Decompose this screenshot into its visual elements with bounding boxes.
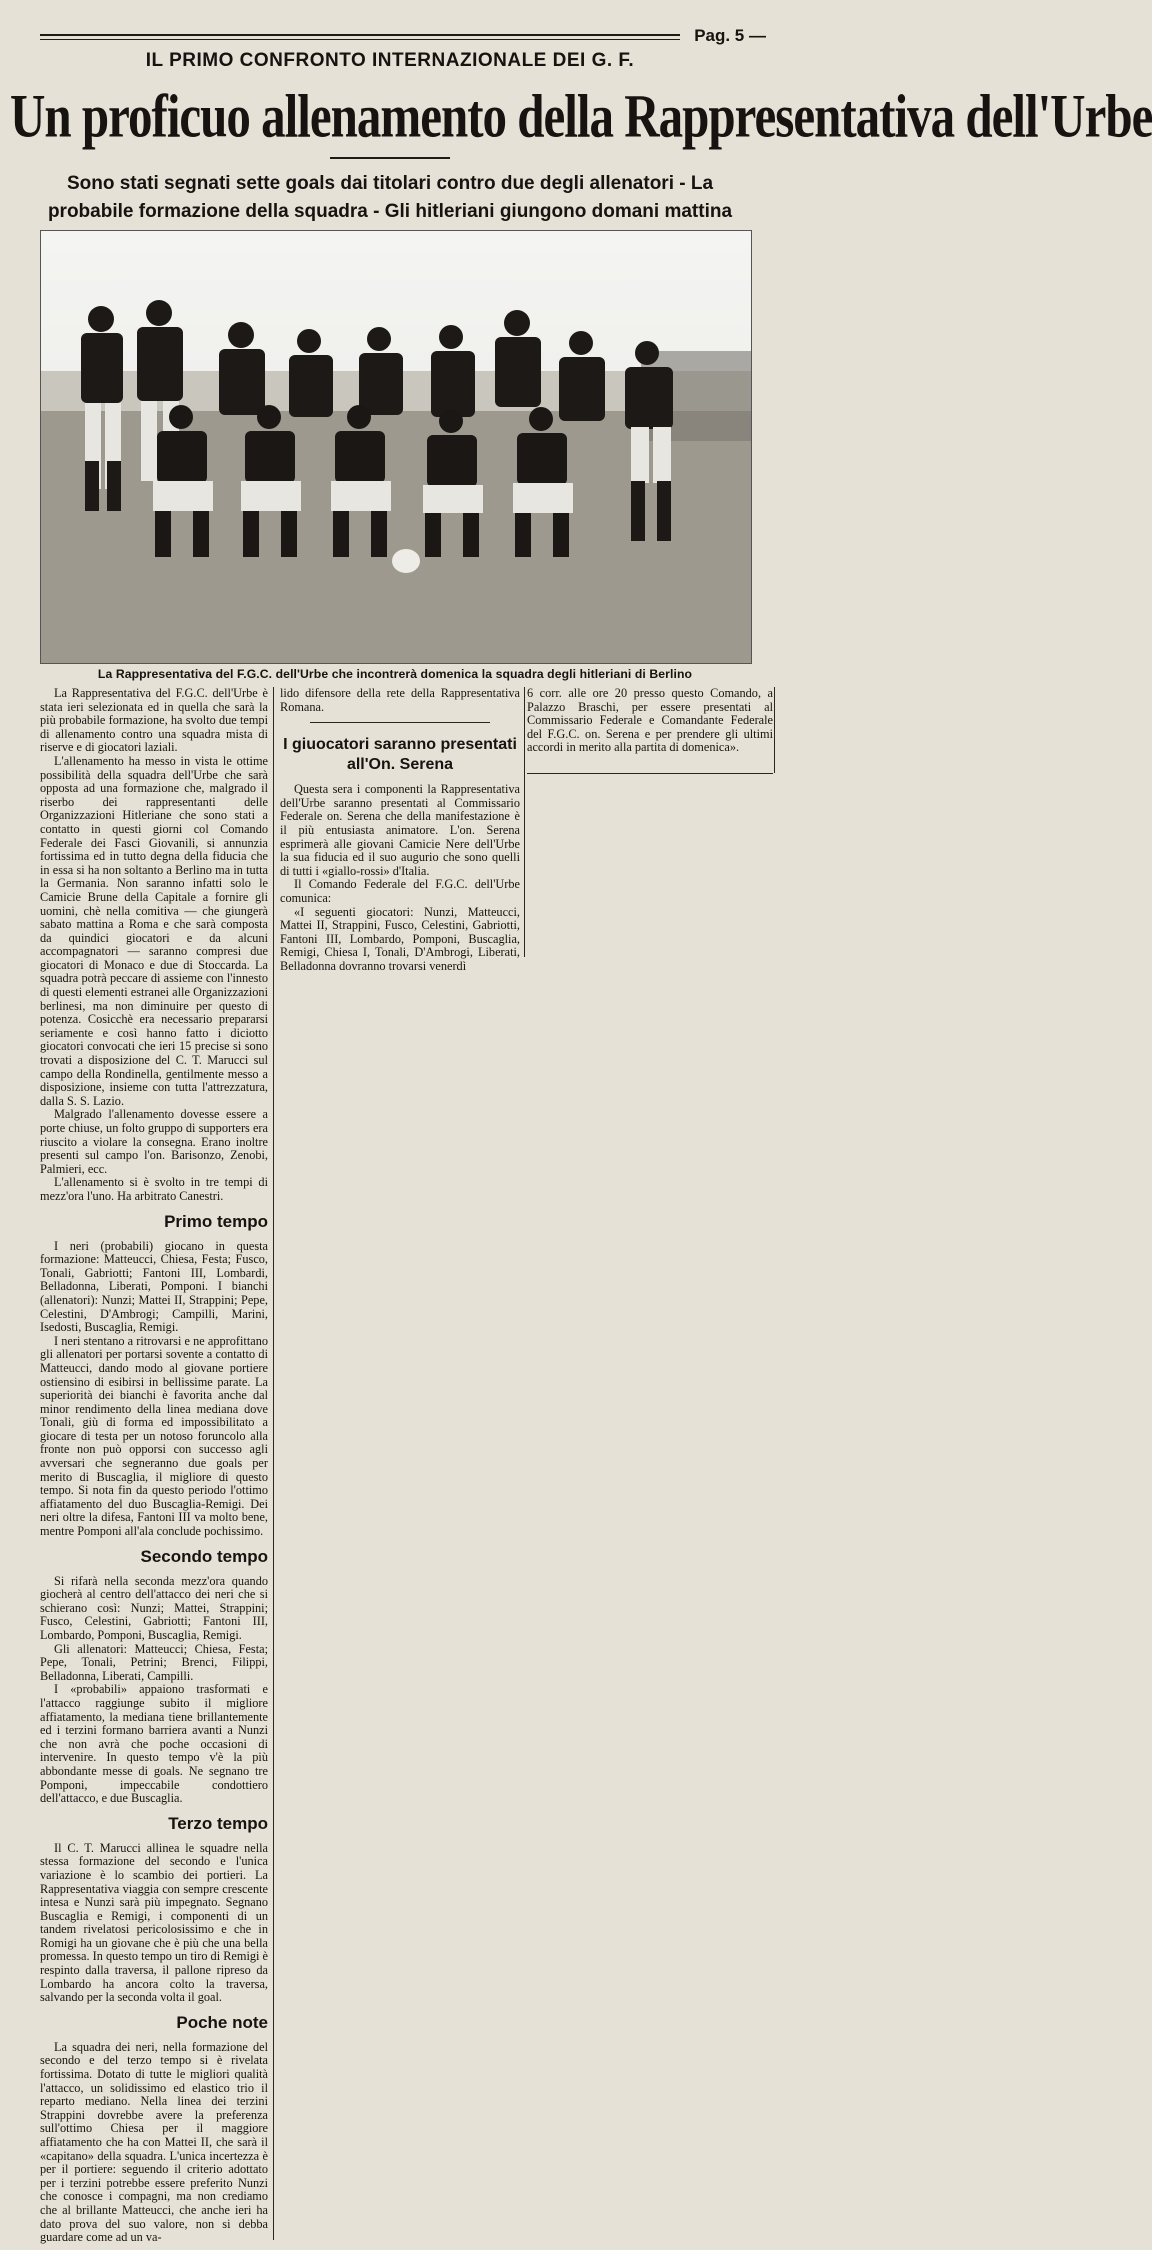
article-kicker: IL PRIMO CONFRONTO INTERNAZIONALE DEI G. F.: [145, 50, 635, 71]
paragraph: Il C. T. Marucci allinea le squadre nella stessa formazione del secondo e l'unica variazione è lo scambio dei portieri. La Rappresentativa viaggia con sempre crescente intesa e Nunzi sarà più impegnato. Segnano Buscaglia e Remigi, i componenti di un tandem rivelatosi pericolosissimo e che in Romigi ha un giovane che è più che una bella promessa. In questo tempo un tiro di Remigi è respinto dalla traversa, il pallone ripreso da Lombardo ha ancora colto la traversa, salvando per la seconda volta il goal.: [40, 1840, 268, 2005]
sidebar-heading: I giuocatori saranno presentati all'On. Serena: [283, 736, 517, 774]
article-column-3: [527, 687, 773, 755]
section-heading-secondo-tempo: Secondo tempo: [140, 1546, 268, 1566]
sidebar-divider: [310, 722, 490, 723]
column-divider: [273, 687, 274, 2240]
column-divider: [774, 687, 775, 773]
paragraph: Si rifarà nella seconda mezz'ora quando giocherà al centro dell'attacco dei neri che si schierano così: Nunzi; Mattei, Strappini; Fusco, Celestini, Gabriotti; Fantoni III, Lombardo, Pomponi, Buscaglia, Remigi.: [40, 1573, 268, 1642]
headline-underline: [330, 157, 450, 159]
paragraph: Gli allenatori: Matteucci; Chiesa, Festa; Pepe, Tonali, Petrini; Brenci, Filippi, Belladonna, Liberati, Campilli.: [40, 1641, 268, 1683]
team-photo-illustration: [41, 231, 751, 663]
paragraph: L'allenamento ha messo in vista le ottime possibilità della squadra dell'Urbe che sarà opposta ad una formazione che, malgrado il riserbo dei rappresentanti delle Organizzazioni Hitleriane che sono stati a contatto in questi giorni col Comando Federale dei Fasci Giovanili, si annunzia fortissima ed in tutto degna della fiducia che in essa si ha non soltanto a Berlino ma in tutta la Germania. Non saranno infatti solo le Camicie Brune della Capitale a fornire gli uomini, chè nella comitiva — che giungerà sabato mattina a Roma e che sarà composta da quindici giocatori e da alcuni accompagnatori — saranno compresi due giocatori di Monaco e due di Stoccarda. La squadra potrà peccare di assieme con l'innesto di questi elementi estranei alle Organizzazioni berlinesi, ma non diminuire per questo di potenza. Cosicchè era necessario prepararsi seriamente e così hanno fatto i diciotto giocatori convocati che ieri 15 precise si sono trovati a disposizione del C. T. Marucci sul campo della Rondinella, gentilmente messo a disposizione, insieme con tutta l'attrezzatura, dalla S. S. Lazio.: [40, 753, 268, 1108]
top-rule: [40, 34, 680, 36]
article-column-1: [40, 687, 268, 2245]
paragraph: I neri stentano a ritrovarsi e ne approfittano gli allenatori per portarsi sovente a contatto di Matteucci, dando modo al giovane portiere ostiensino di esibirsi in bellissime parate. La superiorità dei bianchi è favorita anche dal minor rendimento della linea mediana dove Tonali, giù di forma ed impossibilitato a giocare di testa per un notoso foruncolo alla fronte non può opporsi con successo agli avversari che segneranno due goals per merito di Buscaglia, il migliore di questo tempo. Si nota fin da questo periodo l'ottimo affiatamento del duo Buscaglia-Remigi. Dei neri oltre la difesa, Fantoni III va molto bene, mentre Pomponi all'ala conclude pochissimo.: [40, 1333, 268, 1539]
team-photo: [40, 230, 752, 664]
paragraph: Malgrado l'allenamento dovesse essere a porte chiuse, un folto gruppo di supporters era riuscito a violare la consegna. Erano inoltre presenti sul campo l'on. Barisonzo, Zenobi, Palmieri, ecc.: [40, 1107, 268, 1176]
top-rule-thin: [40, 39, 680, 40]
paragraph: I «probabili» appaiono trasformati e l'attacco raggiunge subito il migliore affiatamento, la mediana tiene brillantemente ed i terzini formano barriera avanti a Nunzi che non avrà che poche occasioni di intervenire. In questo tempo v'è la più abbondante messe di goals. Ne segnano tre Pomponi, impeccabile condottiero dell'attacco, e due Buscaglia.: [40, 1682, 268, 1806]
paragraph: L'allenamento si è svolto in tre tempi di mezz'ora l'uno. Ha arbitrato Canestri.: [40, 1175, 268, 1203]
column-divider: [524, 687, 525, 957]
section-heading-terzo-tempo: Terzo tempo: [168, 1813, 268, 1833]
article-subheadline: Sono stati segnati sette goals dai titolari contro due degli allenatori - La probabile formazione della squadra - Gli hitleriani giungono domani mattina: [47, 173, 733, 222]
paragraph: I neri (probabili) giocano in questa formazione: Matteucci, Chiesa, Festa; Fusco, Tonali, Gabriotti; Fantoni III, Lombardi, Belladonna, Liberati, Pomponi. I bianchi (allenatori): Nunzi; Mattei II, Strappini; Pepe, Celestini, D'Ambrogi; Campilli, Marini, Isedosti, Buscaglia, Remigi.: [40, 1238, 268, 1335]
page-number: Pag. 5 —: [694, 26, 766, 45]
paragraph: La Rappresentativa del F.G.C. dell'Urbe è stata ieri selezionata ed in quella che sarà la più probabile formazione, ha svolto due tempi di allenamento contro una squadra mista di riserve e di giocatori laziali.: [40, 686, 268, 755]
photo-caption: La Rappresentativa del F.G.C. dell'Urbe che incontrerà domenica la squadra degli hitleriani di Berlino: [97, 667, 693, 681]
paragraph: 6 corr. alle ore 20 presso questo Comando, a Palazzo Braschi, per essere presentati al Commissario Federale e Comandante Federale del F.G.C. on. Serena e per prendere gli ultimi accordi in merito alla partita di domenica».: [527, 686, 773, 755]
section-heading-primo-tempo: Primo tempo: [164, 1211, 268, 1231]
article-headline: Un proficuo allenamento della Rappresentativa dell'Urbe: [10, 81, 1152, 150]
paragraph: Questa sera i componenti la Rappresentativa dell'Urbe saranno presentati al Commissario Federale on. Serena che della manifestazione è il più entusiasta animatore. L'on. Serena esprimerà alle giovani Camicie Nere dell'Urbe la sua fiducia ed il suo augurio che sono quelli di tutti i «giallo-rossi» d'Italia.: [280, 782, 520, 878]
column-end-rule: [527, 773, 773, 774]
section-heading-poche-note: Poche note: [176, 2012, 268, 2032]
article-column-2: [280, 687, 520, 974]
paragraph: La squadra dei neri, nella formazione del secondo e del terzo tempo si è rivelata fortissima. Dotato di tutte le migliori qualità l'attacco, un solidissimo ed elastico trio il reparto mediano. Nella linea dei terzini Strappini dovrebbe avere la preferenza sull'ottimo Chiesa per il maggiore affiatamento che ha con Mattei II, che sarà il «capitano» della squadra. L'unica incertezza è per il portiere: seguendo il criterio adottato per i terzini potrebbe essere preferito Nunzi che conosce i compagni, ma non crediamo che al brillante Matteucci, che anche ieri ha dato prova del suo valore, non si debba guardare come ad un va-: [40, 2039, 268, 2245]
paragraph: Il Comando Federale del F.G.C. dell'Urbe comunica:: [280, 877, 520, 905]
paragraph: lido difensore della rete della Rappresentativa Romana.: [280, 686, 520, 714]
paragraph: «I seguenti giocatori: Nunzi, Matteucci, Mattei II, Strappini, Fusco, Celestini, Gabriotti, Fantoni III, Lombardo, Pomponi, Buscaglia, Remigi, Chiesa I, Tonali, D'Ambrogi, Liberati, Belladonna dovranno trovarsi venerdì: [280, 904, 520, 973]
